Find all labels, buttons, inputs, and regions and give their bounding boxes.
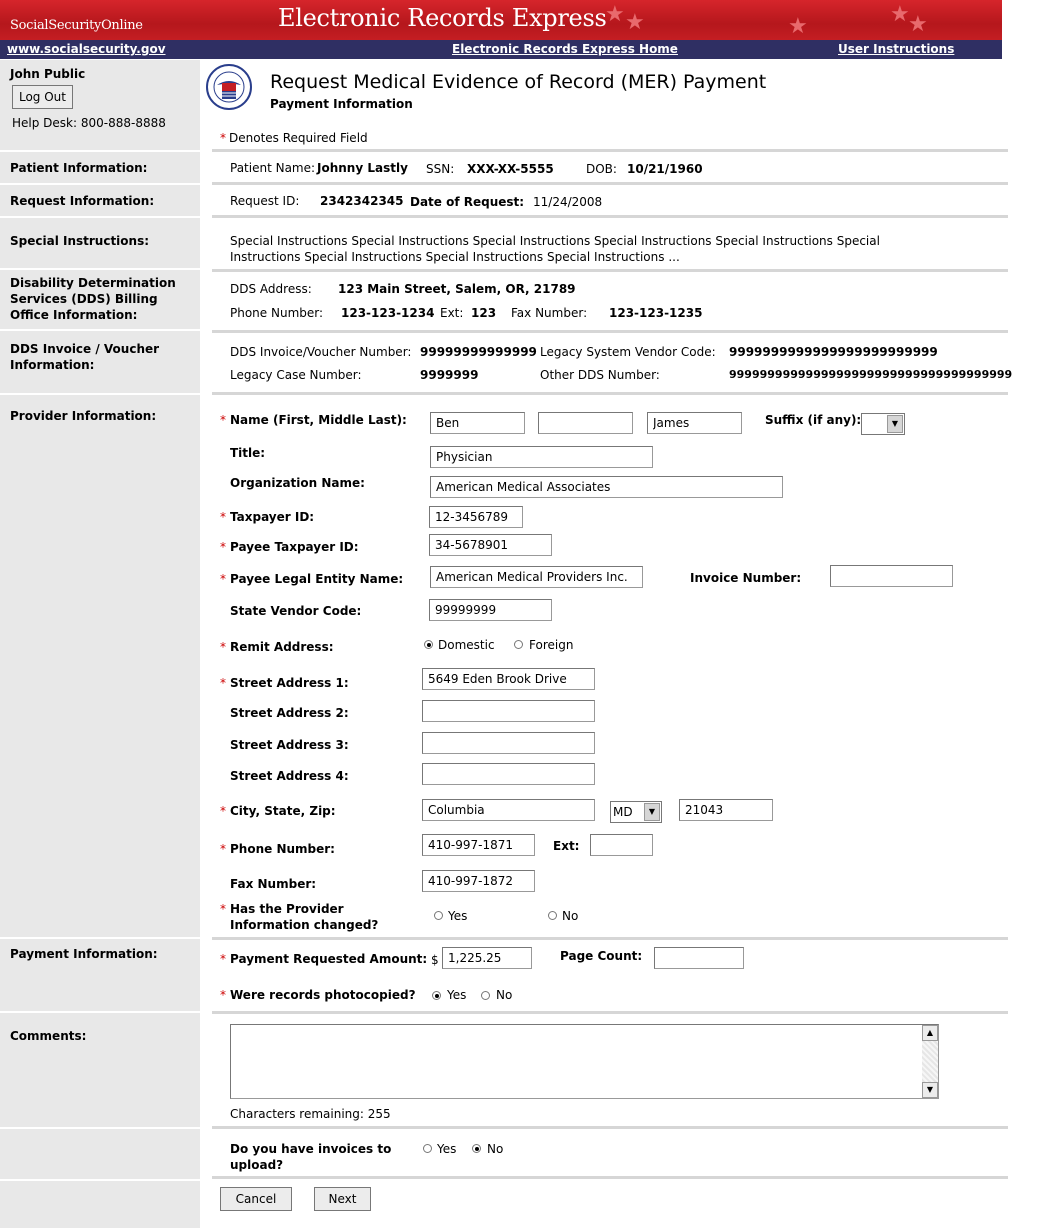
request-id: 2342342345 <box>320 194 404 208</box>
user-name: John Public <box>10 67 86 81</box>
sidebar-section-patient <box>0 152 200 185</box>
star-icon: ★ <box>908 12 928 37</box>
cancel-button[interactable]: Cancel <box>220 1187 292 1211</box>
vendor-code-value: 9999999999999999999999999 <box>729 345 938 359</box>
photocopied-label: Were records photocopied? <box>230 988 416 1002</box>
chevron-down-icon: ▼ <box>644 803 660 821</box>
provider-changed-no-label: No <box>562 909 579 923</box>
case-number-label: Legacy Case Number: <box>230 368 362 382</box>
scroll-up-icon[interactable]: ▲ <box>922 1025 938 1041</box>
page-count-input[interactable] <box>654 947 744 969</box>
dds-ext: 123 <box>471 306 497 320</box>
ssa-seal-icon <box>205 63 255 113</box>
invoices-upload-label: upload? <box>230 1158 284 1172</box>
page-count-label: Page Count: <box>560 949 643 963</box>
taxpayer-input[interactable] <box>429 506 523 528</box>
first-name-input[interactable] <box>430 412 525 434</box>
title-label: Title: <box>230 446 266 460</box>
next-button[interactable]: Next <box>314 1187 371 1211</box>
sidebar-section-provider <box>0 395 200 939</box>
sidebar-section-comments <box>0 1013 200 1129</box>
suffix-label: Suffix (if any): <box>765 413 862 427</box>
provider-name-label: Name (First, Middle Last): <box>230 413 407 427</box>
invoices-yes-label: Yes <box>437 1142 457 1156</box>
payment-amount-label: Payment Requested Amount: <box>230 952 428 966</box>
dds-fax: 123-123-1235 <box>609 306 703 320</box>
provider-fax-label: Fax Number: <box>230 877 317 891</box>
brand-logo: SocialSecurityOnline <box>10 18 143 33</box>
photocopied-no-radio[interactable] <box>481 991 490 1000</box>
provider-fax-input[interactable] <box>422 870 535 892</box>
request-id-label: Request ID: <box>230 194 300 208</box>
remit-foreign-radio[interactable] <box>514 640 523 649</box>
invoices-upload-label: Do you have invoices to <box>230 1142 392 1156</box>
org-input[interactable] <box>430 476 783 498</box>
ssn-label: SSN: <box>426 162 455 176</box>
request-date: 11/24/2008 <box>533 195 603 209</box>
special-instructions-line: Special Instructions Special Instructions Special Instructions Special Instructions Special Instructions Special <box>230 234 880 248</box>
street2-input[interactable] <box>422 700 595 722</box>
required-marker: * <box>220 804 226 818</box>
provider-ext-label: Ext: <box>553 839 580 853</box>
sidebar <box>0 60 200 1228</box>
provider-ext-input[interactable] <box>590 834 653 856</box>
title-input[interactable] <box>430 446 653 468</box>
required-marker: * <box>220 902 226 916</box>
dds-ext-label: Ext: <box>440 306 464 320</box>
required-marker: * <box>220 413 226 427</box>
photocopied-yes-label: Yes <box>447 988 467 1002</box>
patient-name-label: Patient Name: <box>230 161 316 175</box>
required-marker: * <box>220 676 226 690</box>
last-name-input[interactable] <box>647 412 742 434</box>
sidebar-section-special <box>0 218 200 270</box>
provider-changed-yes-label: Yes <box>448 909 468 923</box>
sidebar-label-provider: Provider Information: <box>10 409 157 423</box>
star-icon: ★ <box>788 14 808 39</box>
home-link[interactable]: Electronic Records Express Home <box>452 42 678 56</box>
remit-address-label: Remit Address: <box>230 640 334 654</box>
state-select[interactable] <box>610 801 662 823</box>
sidebar-section-payment <box>0 939 200 1013</box>
dob-label: DOB: <box>586 162 617 176</box>
request-date-label: Date of Request: <box>410 195 525 209</box>
street3-label: Street Address 3: <box>230 738 349 752</box>
street4-label: Street Address 4: <box>230 769 349 783</box>
sidebar-label-patient: Patient Information: <box>10 161 148 175</box>
sidebar-label-request: Request Information: <box>10 194 155 208</box>
divider <box>212 1011 1008 1014</box>
suffix-select[interactable] <box>861 413 905 435</box>
required-marker: * <box>220 988 226 1002</box>
sidebar-label-dds: Disability Determination Services (DDS) Billing Office Information: <box>10 276 176 322</box>
dds-phone-label: Phone Number: <box>230 306 324 320</box>
other-dds-value: 9999999999999999999999999999999999999 <box>729 368 1013 381</box>
dds-address-label: DDS Address: <box>230 282 312 296</box>
patient-name: Johnny Lastly <box>317 161 408 175</box>
dob-value: 10/21/1960 <box>627 162 703 176</box>
instructions-link[interactable]: User Instructions <box>838 42 955 56</box>
invoice-number-input[interactable] <box>830 565 953 587</box>
divider <box>212 215 1008 218</box>
street2-label: Street Address 2: <box>230 706 349 720</box>
comments-textarea[interactable] <box>230 1024 939 1099</box>
user-panel <box>0 60 200 152</box>
required-marker: * <box>220 510 226 524</box>
sidebar-label-payment: Payment Information: <box>10 947 158 961</box>
provider-changed-label: Has the Provider <box>230 902 344 916</box>
city-state-zip-label: City, State, Zip: <box>230 804 336 818</box>
sidebar-section-request <box>0 185 200 218</box>
case-number-value: 9999999 <box>420 368 479 382</box>
required-marker: * <box>220 540 226 554</box>
nav-bar <box>0 40 1002 59</box>
sidebar-section-invoice <box>0 331 200 395</box>
site-link[interactable]: www.socialsecurity.gov <box>7 42 166 56</box>
divider <box>212 182 1008 185</box>
special-instructions-line: Instructions Special Instructions Special Instructions Special Instructions ... <box>230 250 680 264</box>
divider <box>212 1126 1008 1129</box>
divider <box>212 392 1008 395</box>
page-subtitle: Payment Information <box>270 97 413 111</box>
dds-fax-label: Fax Number: <box>511 306 588 320</box>
chevron-down-icon: ▼ <box>887 415 903 433</box>
divider <box>212 149 1008 152</box>
divider <box>212 330 1008 333</box>
sidebar-section-invoices <box>0 1129 200 1181</box>
sidebar-section-dds <box>0 270 200 331</box>
payee-name-label: Payee Legal Entity Name: <box>230 572 404 586</box>
currency-symbol: $ <box>431 953 439 967</box>
sidebar-label-invoice: DDS Invoice / Voucher Information: <box>10 342 160 372</box>
invoices-no-radio[interactable] <box>472 1144 481 1153</box>
street1-input[interactable] <box>422 668 595 690</box>
provider-changed-yes-radio[interactable] <box>434 911 443 920</box>
other-dds-label: Other DDS Number: <box>540 368 660 382</box>
star-icon: ★ <box>625 10 645 35</box>
divider <box>212 1176 1008 1179</box>
invoice-number-label: Invoice Number: <box>690 571 802 585</box>
helpdesk-text: Help Desk: 800-888-8888 <box>12 116 166 130</box>
sidebar-label-comments: Comments: <box>10 1029 87 1043</box>
required-marker: * <box>220 572 226 586</box>
required-marker: * <box>220 640 226 654</box>
scroll-down-icon[interactable]: ▼ <box>922 1082 938 1098</box>
banner-title: Electronic Records Express <box>278 4 607 32</box>
photocopied-yes-radio[interactable] <box>432 991 441 1000</box>
street3-input[interactable] <box>422 732 595 754</box>
required-marker: * <box>220 131 226 145</box>
org-label: Organization Name: <box>230 476 365 490</box>
payee-taxpayer-label: Payee Taxpayer ID: <box>230 540 359 554</box>
provider-changed-label: Information changed? <box>230 918 379 932</box>
star-icon: ★ <box>890 2 910 27</box>
divider <box>212 269 1008 272</box>
vendor-code-input[interactable] <box>429 599 552 621</box>
ssn-value: XXX-XX-5555 <box>467 162 554 176</box>
remit-domestic-label: Domestic <box>438 638 495 652</box>
star-icon: ★ <box>605 2 625 27</box>
provider-phone-input[interactable] <box>422 834 535 856</box>
divider <box>212 937 1008 940</box>
characters-remaining: Characters remaining: 255 <box>230 1107 391 1121</box>
remit-domestic-radio[interactable] <box>424 640 433 649</box>
remit-foreign-label: Foreign <box>529 638 574 652</box>
dds-address: 123 Main Street, Salem, OR, 21789 <box>338 282 576 296</box>
comments-scrollbar[interactable] <box>922 1025 938 1098</box>
voucher-label: DDS Invoice/Voucher Number: <box>230 345 412 359</box>
vendor-code-label: State Vendor Code: <box>230 604 362 618</box>
street4-input[interactable] <box>422 763 595 785</box>
required-marker: * <box>220 842 226 856</box>
payee-name-input[interactable] <box>430 566 643 588</box>
logout-button[interactable]: Log Out <box>12 85 73 109</box>
photocopied-no-label: No <box>496 988 513 1002</box>
invoices-no-label: No <box>487 1142 504 1156</box>
dds-phone: 123-123-1234 <box>341 306 435 320</box>
voucher-value: 99999999999999 <box>420 345 537 359</box>
provider-changed-no-radio[interactable] <box>548 911 557 920</box>
taxpayer-label: Taxpayer ID: <box>230 510 315 524</box>
provider-phone-label: Phone Number: <box>230 842 335 856</box>
payment-amount-input[interactable] <box>442 947 532 969</box>
payee-taxpayer-input[interactable] <box>429 534 552 556</box>
zip-input[interactable] <box>679 799 773 821</box>
sidebar-label-special: Special Instructions: <box>10 234 150 248</box>
required-marker: * <box>220 952 226 966</box>
invoices-yes-radio[interactable] <box>423 1144 432 1153</box>
required-note: Denotes Required Field <box>229 131 368 145</box>
state-selected: MD <box>613 805 633 819</box>
page-title: Request Medical Evidence of Record (MER) Payment <box>270 71 767 93</box>
middle-name-input[interactable] <box>538 412 633 434</box>
city-input[interactable] <box>422 799 595 821</box>
vendor-code-label: Legacy System Vendor Code: <box>540 345 716 359</box>
street1-label: Street Address 1: <box>230 676 349 690</box>
